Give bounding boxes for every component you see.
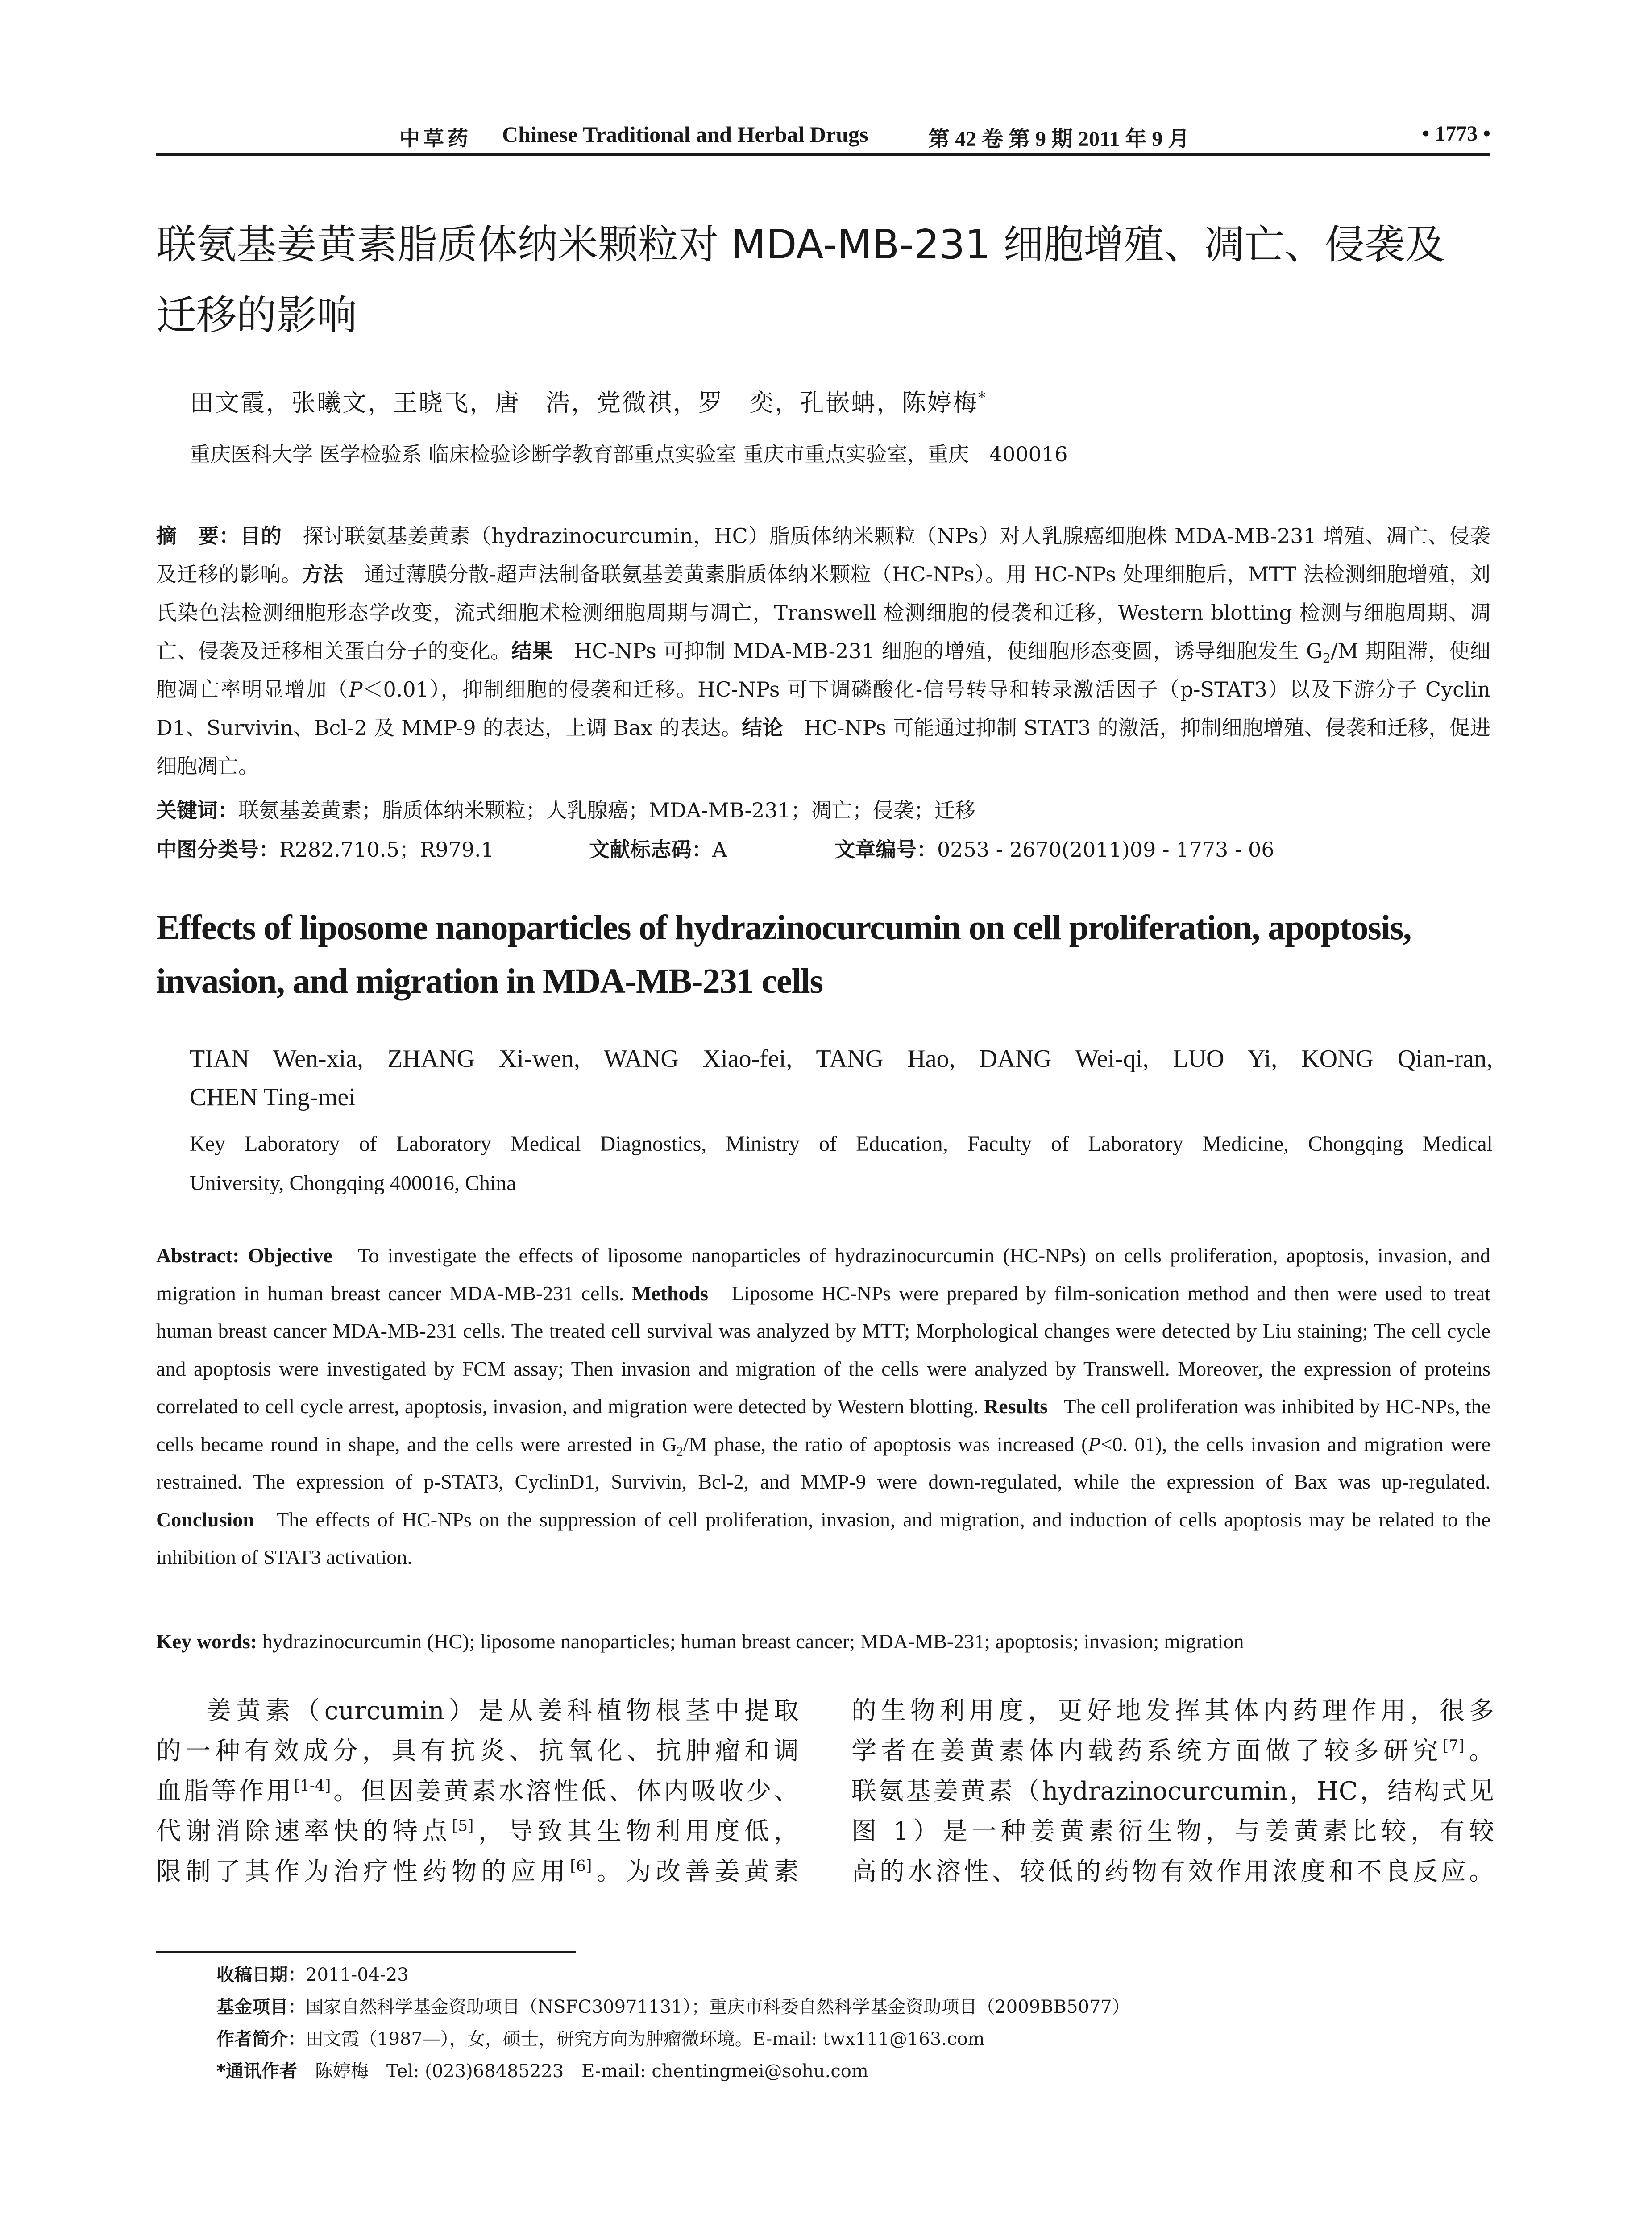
abstract-cn-results-p: P — [349, 677, 363, 701]
abstract-cn-results-sub: 2 — [1322, 651, 1331, 666]
abstract-en — [156, 1237, 1490, 1576]
body-column-right — [851, 1691, 1494, 1892]
body-right-line2 — [851, 1731, 1494, 1771]
abstract-cn-methods: 通过薄膜分散-超声法制备联氨基姜黄素脂质体纳米颗粒（HC-NPs）。用 HC-NPs 处理细胞后，MTT 法检测细胞增殖，刘氏染色法检测细胞形态学改变，流式细胞术检测细胞周期与凋亡，Transwell 检测细胞的侵袭和迁移，Western blotting 检测与细胞周期、凋亡、侵袭及迁移相关蛋白分子的变化。 — [156, 562, 1490, 663]
abstract-en-results-sub: 2 — [677, 1444, 683, 1459]
keywords-en-text: hydrazinocurcumin (HC); liposome nanoparticles; human breast cancer; MDA-MB-231; apoptosis; invasion; migration — [262, 1630, 1244, 1653]
abstract-en-results-p: P — [1088, 1432, 1101, 1456]
body-left-line2 — [156, 1731, 799, 1771]
footnote-received — [216, 1959, 1493, 1991]
abstract-en-results-c: <0. 01), the cells invasion and migration were restrained. The expression of p-STAT3, CyclinD1, Survivin, Bcl-2, and MMP-9 were down-regulated, while the expression of Bax was up-regulated. — [156, 1432, 1490, 1493]
header-rule — [156, 153, 1490, 156]
keywords-en — [156, 1630, 1244, 1653]
body-column-left — [156, 1691, 799, 1892]
clc-value: R282.710.5；R979.1 — [279, 838, 494, 862]
title-cn — [156, 210, 1495, 351]
authors-cn — [190, 384, 987, 418]
body-left-line4 — [156, 1812, 799, 1852]
authors-en — [190, 1040, 1493, 1116]
body-right-line5 — [851, 1852, 1494, 1892]
title-en — [156, 901, 1499, 1008]
authors-en-line2: CHEN Ting-mei — [190, 1083, 356, 1111]
abstract-en-methods-label: Methods — [631, 1281, 709, 1305]
issue-info: 第 42 卷 第 9 期 2011 年 9 月 — [928, 127, 1190, 151]
body-left-text-8: 。为改善姜黄素 — [592, 1857, 799, 1886]
affiliation-cn: 重庆医科大学 医学检验系 临床检验诊断学教育部重点实验室 重庆市重点实验室，重庆 400016 — [190, 442, 1068, 466]
body-left-line5 — [156, 1852, 799, 1892]
corresponding-mark: * — [978, 389, 987, 406]
article-no-block — [834, 834, 1274, 863]
article-no-label: 文章编号： — [834, 838, 937, 862]
abstract-en-results-label: Results — [984, 1395, 1048, 1418]
abstract-en-objective: To investigate the effects of liposome nanoparticles of hydrazinocurcumin (HC-NPs) on cells proliferation, apoptosis, invasion, and migration in human breast cancer MDA-MB-231 cells. — [156, 1244, 1491, 1305]
title-cn-line2: 迁移的影响 — [156, 292, 357, 339]
affiliation-en-line1: Key Laboratory of Laboratory Medical Diagnostics, Ministry of Education, Faculty of Laboratory Medicine, Chongqing Medical — [190, 1132, 1493, 1156]
abstract-cn — [156, 517, 1490, 785]
article-no-value: 0253 - 2670(2011)09 - 1773 - 06 — [937, 838, 1274, 862]
doc-code-block — [589, 834, 727, 863]
title-cn-line1: 联氨基姜黄素脂质体纳米颗粒对 MDA-MB-231 细胞增殖、凋亡、侵袭及 — [156, 221, 1445, 268]
clc-label: 中图分类号： — [156, 838, 279, 862]
corresponding-text: 陈婷梅 Tel: (023)68485223 E-mail: chentingmei@sohu.com — [315, 2061, 868, 2082]
affiliation-en-line2: University, Chongqing 400016, China — [190, 1171, 516, 1195]
body-right-line3 — [851, 1771, 1494, 1812]
abstract-en-results-a: The cell proliferation was inhibited by HC-NPs, the cells became round in shape, and the cells were arrested in G — [156, 1395, 1491, 1456]
title-en-line2: invasion, and migration in MDA-MB-231 cells — [156, 962, 823, 1001]
abstract-cn-results-c: ＜0.01），抑制细胞的侵袭和迁移。HC-NPs 可下调磷酸化-信号转导和转录激活因子（p-STAT3）以及下游分子 Cyclin D1、Survivin、Bcl-2 及 MMP-9 的表达，上调 Bax 的表达。 — [156, 677, 1491, 740]
body-left-text-6: ，导致其生物利用度低， — [473, 1817, 799, 1846]
title-en-line1: Effects of liposome nanoparticles of hydrazinocurcumin on cell proliferation, apoptosis, — [156, 908, 1411, 947]
abstract-cn-objective: 探讨联氨基姜黄素（hydrazinocurcumin，HC）脂质体纳米颗粒（NPs）对人乳腺癌细胞株 MDA-MB-231 增殖、凋亡、侵袭及迁移的影响。 — [156, 524, 1491, 586]
abstract-cn-objective-label: 目的 — [240, 524, 282, 548]
body-right-text-4: 联氨基姜黄素（hydrazinocurcumin，HC，结构式见 — [851, 1777, 1494, 1806]
abstract-cn-conclusion-label: 结论 — [742, 716, 784, 740]
bio-text: 田文霞（1987—），女，硕士，研究方向为肿瘤微环境。E-mail: twx111@163.com — [306, 2029, 985, 2049]
running-header — [156, 117, 1490, 153]
citation-1-4: [1-4] — [294, 1777, 331, 1795]
body-right-text-2: 学者在姜黄素体内载药系统方面做了较多研究 — [851, 1737, 1443, 1766]
keywords-cn — [156, 794, 975, 824]
abstract-en-conclusion-label: Conclusion — [156, 1508, 254, 1531]
abstract-cn-conclusion: HC-NPs 可能通过抑制 STAT3 的激活，抑制细胞增殖、侵袭和迁移，促进细胞凋亡。 — [156, 716, 1491, 778]
journal-name-en: Chinese Traditional and Herbal Drugs — [502, 122, 868, 147]
fund-text: 国家自然科学基金资助项目（NSFC30971131）；重庆市科委自然科学基金资助项目（2009BB5077） — [306, 1997, 1130, 2017]
body-right-line1 — [851, 1691, 1494, 1731]
body-right-line4 — [851, 1812, 1494, 1852]
clc-block — [156, 834, 494, 863]
body-left-text-1: 姜黄素（curcumin）是从姜科植物根茎中提取 — [206, 1696, 799, 1725]
keywords-cn-text: 联氨基姜黄素；脂质体纳米颗粒；人乳腺癌；MDA-MB-231；凋亡；侵袭；迁移 — [238, 798, 975, 822]
body-left-text-5: 代谢消除速率快的特点 — [156, 1817, 452, 1846]
journal-name-cn: 中草药 — [399, 126, 472, 150]
body-right-text-5: 图 1）是一种姜黄素衍生物，与姜黄素比较，有较 — [851, 1817, 1494, 1846]
keywords-en-label: Key words: — [156, 1630, 257, 1653]
footnote-fund — [216, 1991, 1493, 2023]
received-label: 收稿日期： — [216, 1965, 306, 1985]
authors-cn-text: 田文霞，张曦文，王晓飞，唐 浩，党微祺，罗 奕，孔嵌蚺，陈婷梅 — [190, 389, 978, 417]
abstract-en-conclusion: The effects of HC-NPs on the suppression of cell proliferation, invasion, and migration, and induction of cells apoptosis may be related to the inhibition of STAT3 activation. — [156, 1508, 1491, 1568]
body-left-text-2: 的一种有效成分，具有抗炎、抗氧化、抗肿瘤和调 — [156, 1737, 799, 1766]
footnote-rule — [156, 1951, 576, 1953]
citation-5: [5] — [452, 1817, 474, 1835]
authors-en-line1: TIAN Wen-xia, ZHANG Xi-wen, WANG Xiao-fei, TANG Hao, DANG Wei-qi, LUO Yi, KONG Qian-ran, — [190, 1045, 1493, 1073]
body-right-text-1: 的生物利用度，更好地发挥其体内药理作用，很多 — [851, 1696, 1494, 1725]
doc-code-value: A — [712, 838, 727, 862]
abstract-en-objective-label: Objective — [248, 1244, 332, 1267]
body-left-text-4: 。但因姜黄素水溶性低、体内吸收少、 — [331, 1777, 799, 1806]
body-right-text-6: 高的水溶性、较低的药物有效作用浓度和不良反应。 — [851, 1857, 1494, 1886]
classification-line — [156, 834, 1490, 865]
abstract-en-label: Abstract: — [156, 1244, 240, 1267]
doc-code-label: 文献标志码： — [589, 838, 712, 862]
bio-label: 作者简介： — [216, 2029, 306, 2049]
abstract-cn-methods-label: 方法 — [302, 562, 344, 586]
body-right-text-3: 。 — [1464, 1737, 1494, 1766]
body-left-text-3: 血脂等作用 — [156, 1777, 294, 1806]
fund-label: 基金项目： — [216, 1997, 306, 2017]
corresponding-label: *通讯作者 — [216, 2061, 297, 2082]
citation-7: [7] — [1442, 1737, 1465, 1755]
page-number: • 1773 • — [1422, 122, 1490, 145]
body-left-line1 — [156, 1691, 799, 1731]
abstract-en-results-b: /M phase, the ratio of apoptosis was increased ( — [683, 1432, 1088, 1456]
abstract-cn-results-a: HC-NPs 可抑制 MDA-MB-231 细胞的增殖，使细胞形态变圆，诱导细胞发生 G — [574, 639, 1323, 663]
body-left-line3 — [156, 1771, 799, 1812]
footnotes — [216, 1959, 1493, 2087]
citation-6: [6] — [570, 1857, 592, 1875]
footnote-bio — [216, 2023, 1493, 2055]
abstract-cn-label: 摘 要： — [156, 524, 240, 548]
affiliation-en — [190, 1124, 1493, 1203]
abstract-cn-results-b: /M 期阻滞，使细胞凋亡率明显增加（ — [156, 639, 1491, 701]
keywords-cn-label: 关键词： — [156, 798, 238, 822]
body-left-text-7: 限制了其作为治疗性药物的应用 — [156, 1857, 570, 1886]
received-date: 2011-04-23 — [306, 1965, 409, 1985]
abstract-en-methods: Liposome HC-NPs were prepared by film-sonication method and then were used to treat human breast cancer MDA-MB-231 cells. The treated cell survival was analyzed by MTT; Morphological changes were detected by Liu staining; The cell cycle and apoptosis were investigated by FCM assay; Then invasion and migration of the cells were analyzed by Transwell. Moreover, the expression of proteins correlated to cell cycle arrest, apoptosis, invasion, and migration were detected by Western blotting. — [156, 1281, 1491, 1418]
footnote-corresponding — [216, 2055, 1493, 2087]
abstract-cn-results-label: 结果 — [511, 639, 553, 663]
